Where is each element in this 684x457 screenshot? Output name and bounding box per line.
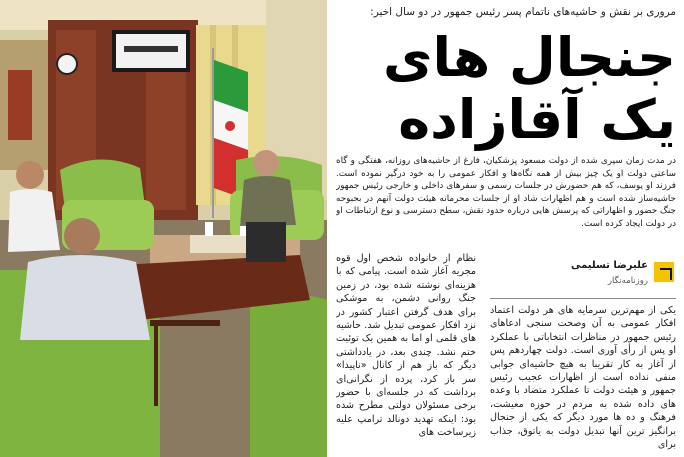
bracket-icon — [654, 262, 674, 282]
article-summary: در مدت زمان سپری شده از دولت مسعود پزشکیان، فارغ از حاشیه‌های روزانه، هفتگی و گاه ساعتی دولت او یک چیز بیش از همه نگاه‌ها و افکار عمومی را به خود درگیر نموده است. فرزند او یوسف، که هم حضورش در جلسات رسمی و سفرهای داخلی و خارجی رئیس جمهور حاشیه‌ساز شده است و هم اظهارات شاد او از جلسات محرمانه هیئت دولت آنهم در بحبوحه جنگ حضور و اظهاراتی که پرسش هایی درباره حدود نقش، سطح دسترسی و نوع ارتباطات او در دولت ایجاد کرده است. — [336, 156, 676, 229]
body-column-right: یکی از مهم‌ترین سرمایه های هر دولت اعتماد افکار عمومی به آن وصحت سنجی ادعاهای رئیس جمهور در مناظرات انتخاباتی با عملکرد او پس از رأی آوری است. دولت چهاردهم پس از آغاز به کار تقریبا به هیچ حاشیه‌ای جوابی منفی نداده است از اظهارات عجیب رئیس جمهور و هیئت دولت تا عملکرد متضاد با وعده های داده شده به مردم در حوزه معیشت، فرهنگ و ده ها مورد دیگر که یکی از جنجال برانگیز ترین آنها تبدیل دولت به یاتوق، جذاب برای — [490, 305, 676, 451]
body-column-left: نظام از خانواده شخص اول قوه مجریه آغاز شده است. پیامی که با هزینه‌ای نوشته شده بود، در زمین جنگ روانی دشمن، به موشکی برای هدف گرفتن اعتبار کشور در نزد افکار عمومی تبدیل شد. حاشیه های قلمی او اما به همین یک توئیت ختم نشد. چندی بعد، در یادداشتی دیگر که باز هم از کانال «ناپیدا» سر باز کرد، پرده از نگرانی‌ای برداشت که در جلسه‌ای با حضور برخی مسئولان دولتی مطرح شده بود: اینکه تهدید دونالد ترامپ علیه زیرساخت های — [336, 253, 476, 439]
article-kicker: مروری بر نقش و حاشیه‌های ناتمام پسر رئیس جمهور در دو سال اخیر: — [370, 6, 676, 18]
meeting-photo — [0, 0, 327, 457]
byline-divider — [490, 298, 676, 299]
headline-line-1: جنجال های — [382, 26, 676, 89]
author-name: علیرضا تسلیمی — [570, 260, 648, 271]
headline-line-2: یک آقازاده — [398, 88, 676, 151]
author-byline — [490, 258, 676, 294]
article-photo — [0, 0, 327, 457]
author-role: روزنامه‌نگار — [607, 276, 648, 286]
